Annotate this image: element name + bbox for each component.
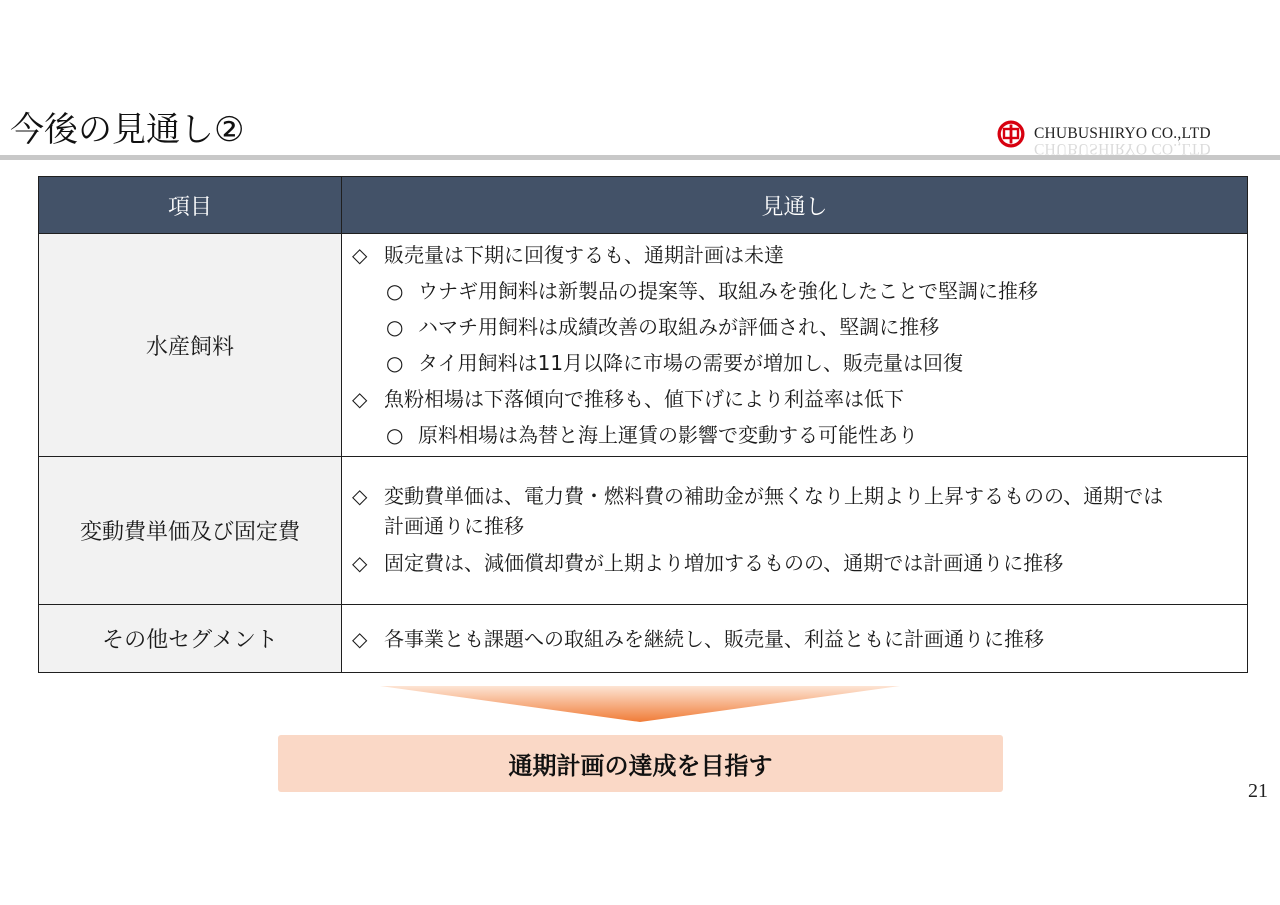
diamond-bullet-icon: ◇ xyxy=(352,483,368,508)
outlook-line xyxy=(352,545,1237,581)
diamond-bullet-icon: ◇ xyxy=(352,387,368,411)
outlook-line xyxy=(352,481,1174,541)
outlook-text: ハマチ用飼料は成績改善の取組みが評価され、堅調に推移 xyxy=(418,315,940,339)
outlook-text: 固定費は、減価償却費が上期より増加するものの、通期では計画通りに推移 xyxy=(384,550,1064,575)
diamond-bullet-icon: ◇ xyxy=(352,626,368,651)
table-header-row xyxy=(39,177,1248,234)
company-logo xyxy=(996,118,1211,150)
outlook-line xyxy=(352,237,1237,273)
row-item-aquafeed: 水産飼料 xyxy=(39,234,342,457)
row-item-other-segments: その他セグメント xyxy=(39,605,342,673)
conclusion-text: 通期計画の達成を目指す xyxy=(508,752,773,780)
outlook-text: 販売量は下期に回復するも、通期計画は未達 xyxy=(384,243,784,267)
outlook-text: 各事業とも課題への取組みを継続し、販売量、利益ともに計画通りに推移 xyxy=(384,626,1044,651)
title-divider xyxy=(0,155,1280,160)
header-outlook: 見通し xyxy=(342,177,1248,234)
diamond-bullet-icon: ◇ xyxy=(352,550,368,575)
header-item: 項目 xyxy=(39,177,342,234)
outlook-text: 変動費単価は、電力費・燃料費の補助金が無くなり上期より上昇するものの、通期では計画通りに推移 xyxy=(384,483,1164,538)
down-arrow-icon xyxy=(380,686,900,722)
row-outlook-aquafeed xyxy=(342,234,1248,457)
outlook-text: タイ用飼料は11月以降に市場の需要が増加し、販売量は回復 xyxy=(418,351,964,375)
outlook-text: 魚粉相場は下落傾向で推移も、値下げにより利益率は低下 xyxy=(384,387,904,411)
table-row xyxy=(39,605,1248,673)
table-row xyxy=(39,457,1248,605)
outlook-line xyxy=(352,621,1237,657)
table-row xyxy=(39,234,1248,457)
circle-bullet-icon: ○ xyxy=(386,279,404,303)
outlook-line xyxy=(352,381,1237,417)
outlook-subline xyxy=(352,309,1237,345)
row-outlook-costs xyxy=(342,457,1248,605)
outlook-table xyxy=(38,176,1248,673)
company-name: CHUBUSHIRYO CO.,LTD CHUBUSHIRYO CO.,LTD xyxy=(1034,125,1211,143)
slide-title: 今後の見通し② xyxy=(10,110,245,150)
outlook-subline xyxy=(352,273,1237,309)
chubushiryo-logo-icon xyxy=(996,119,1026,149)
row-item-costs: 変動費単価及び固定費 xyxy=(39,457,342,605)
outlook-subline xyxy=(352,417,1237,453)
outlook-subline xyxy=(352,345,1237,381)
row-outlook-other-segments xyxy=(342,605,1248,673)
diamond-bullet-icon: ◇ xyxy=(352,243,368,267)
outlook-text: ウナギ用飼料は新製品の提案等、取組みを強化したことで堅調に推移 xyxy=(418,279,1038,303)
conclusion-box xyxy=(278,735,1003,792)
page-number: 21 xyxy=(1248,780,1268,802)
circle-bullet-icon: ○ xyxy=(386,423,404,447)
circle-bullet-icon: ○ xyxy=(386,315,404,339)
outlook-text: 原料相場は為替と海上運賃の影響で変動する可能性あり xyxy=(418,423,918,447)
circle-bullet-icon: ○ xyxy=(386,351,404,375)
